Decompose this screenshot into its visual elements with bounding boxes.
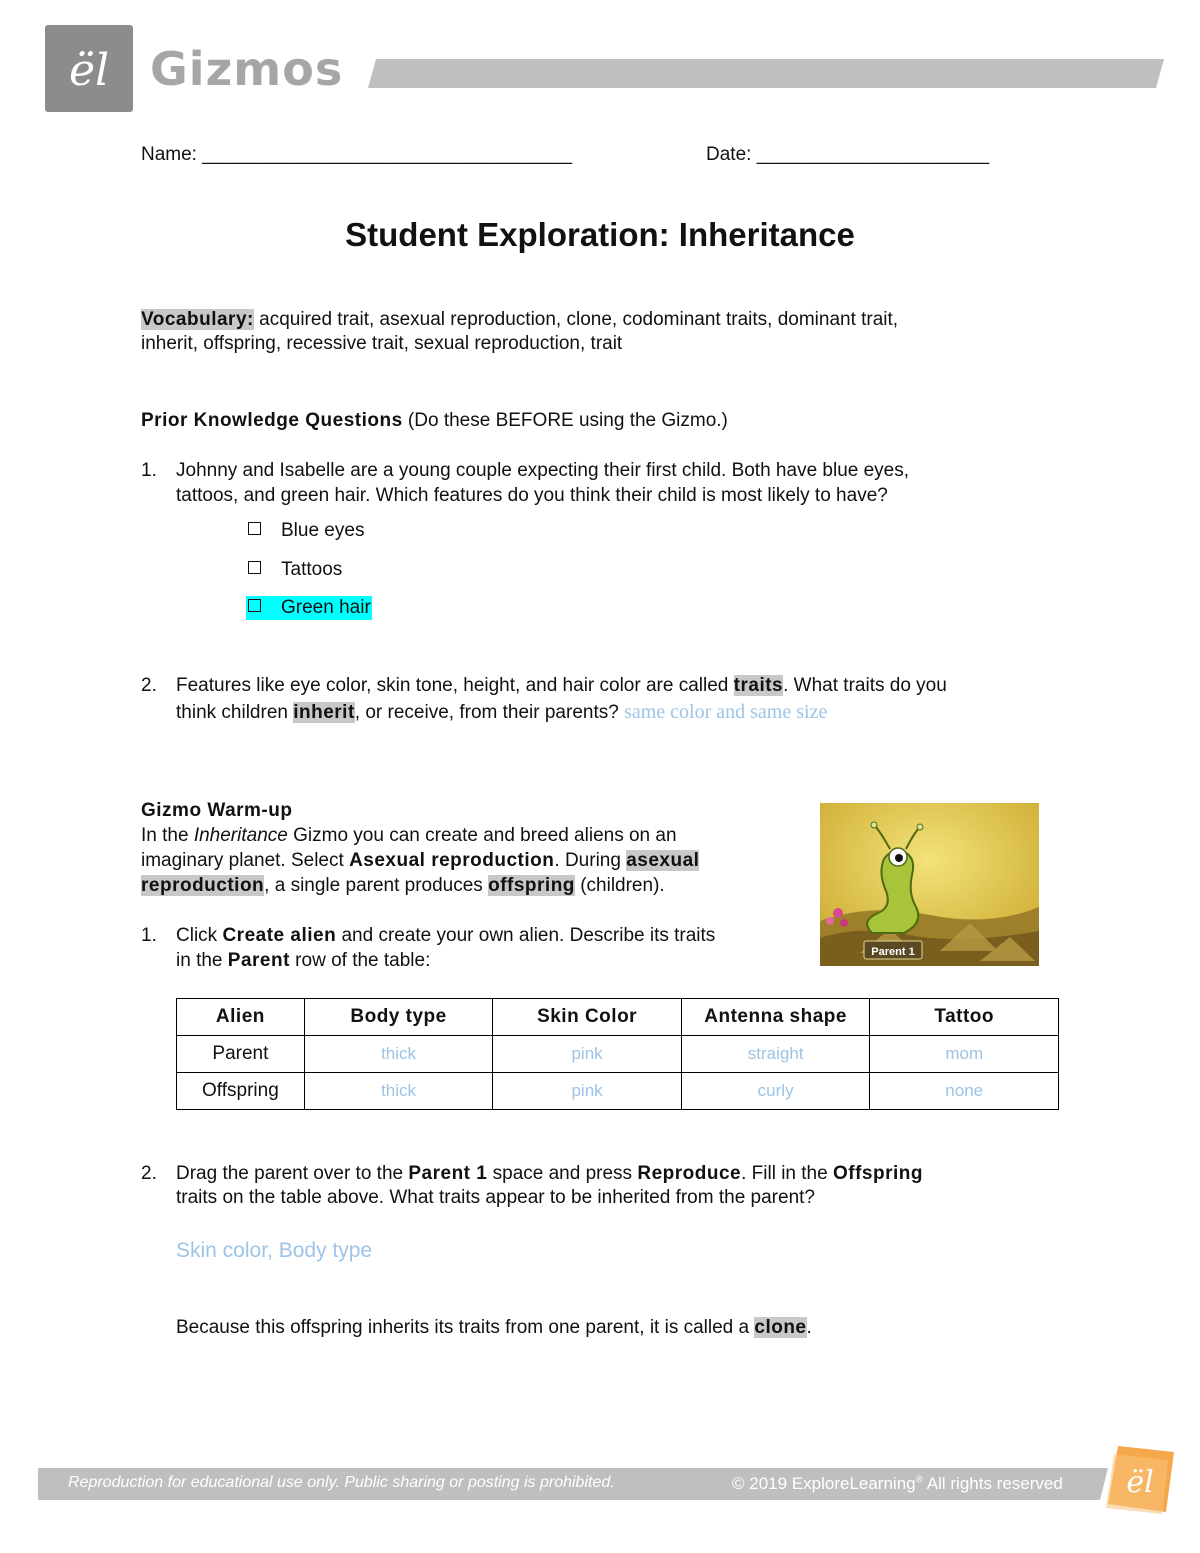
column-header-alien: Alien [177,999,305,1036]
table-cell[interactable]: pink [493,1036,682,1073]
question-text: space and press [487,1163,638,1184]
logo-text: ël [68,45,110,96]
paragraph-text: In the [141,825,194,846]
prior-q1-line-2: tattoos, and green hair. Which features do you think their child is most likely to have? [176,485,888,506]
vocabulary-line-1 [141,308,898,332]
option-blue-eyes[interactable] [248,519,364,543]
column-header-antenna-shape: Antenna shape [681,999,870,1036]
warmup-q2-answer[interactable]: Skin color, Body type [176,1239,373,1262]
parent-1-label: Parent 1 [871,946,915,958]
keyword-create-alien: Create alien [222,925,337,946]
prior-q1-line-1 [141,459,909,483]
paragraph-text: imaginary planet. Select [141,850,350,871]
option-label: Green hair [281,597,371,618]
option-green-hair[interactable] [246,596,372,620]
warmup-heading: Gizmo Warm-up [141,800,293,821]
sentence-text: Because this offspring inherits its traits from one parent, it is called a [176,1317,755,1338]
question-number: 2. [141,675,157,696]
sentence-text: . [806,1317,812,1338]
footer-copyright [732,1474,1063,1494]
keyword-parent: Parent [227,950,290,971]
answer-text[interactable]: same color and same size [624,701,828,723]
question-text: Drag the parent over to the [176,1163,409,1184]
question-number: 2. [141,1163,157,1184]
copyright-symbol: © [732,1474,750,1493]
question-text: row of the table: [289,950,431,971]
keyword-offspring-table: Offspring [832,1163,923,1184]
table-row [177,1073,1059,1110]
registered-mark: ® [915,1474,923,1486]
name-field: Name: ___________________________________ [141,144,573,165]
paragraph-text: . During [554,850,627,871]
question-text: and create your own alien. Describe its traits [336,925,716,946]
question-number: 1. [141,460,157,481]
table-cell[interactable]: thick [304,1073,493,1110]
column-header-tattoo: Tattoo [870,999,1059,1036]
question-number: 1. [141,925,157,946]
checkbox-icon[interactable] [248,522,261,535]
question-text: Johnny and Isabelle are a young couple expecting their first child. Both have blue eyes, [176,460,910,481]
row-label-parent: Parent [177,1036,305,1073]
warmup-paragraph-line-1 [141,824,677,848]
prior-q2-line-1 [141,674,947,698]
vocabulary-line-2: inherit, offspring, recessive trait, sexual reproduction, trait [141,333,623,354]
row-label-offspring: Offspring [177,1073,305,1110]
explorelearning-footer-logo-icon [1100,1440,1180,1520]
option-tattoos[interactable] [248,558,342,582]
warmup-paragraph-line-2 [141,849,699,873]
option-label: Blue eyes [281,520,365,541]
rights-text: All rights reserved [922,1474,1063,1493]
table-cell[interactable]: straight [681,1036,870,1073]
table-row [177,1036,1059,1073]
page-title: Student Exploration: Inheritance [345,216,855,253]
paragraph-text: Gizmo you can create and breed aliens on an [287,825,677,846]
question-text: Features like eye color, skin tone, height, and hair color are called [176,675,734,696]
table-cell[interactable]: none [870,1073,1059,1110]
question-text: Click [176,925,223,946]
gizmo-name: Inheritance [193,825,288,846]
keyword-reproduce: Reproduce [637,1163,742,1184]
table-cell[interactable]: pink [493,1073,682,1110]
warmup-q1-line-2 [176,949,430,973]
company-name: ExploreLearning [787,1474,916,1493]
keyword-asexual: asexual [626,850,700,871]
alien-gizmo-image [820,803,1039,966]
keyword-traits: traits [733,675,784,696]
keyword-parent-1: Parent 1 [408,1163,488,1184]
warmup-paragraph-line-3 [141,874,665,898]
prior-knowledge-heading [141,409,728,433]
warmup-q2-line-2: traits on the table above. What traits appear to be inherited from the parent? [176,1187,815,1208]
el-logo-icon [45,25,133,112]
keyword-asexual-reproduction: Asexual reproduction [349,850,555,871]
question-text: think children [176,702,294,723]
question-text: in the [176,950,228,971]
keyword-inherit: inherit [293,702,355,723]
question-text: . What traits do you [783,675,947,696]
table-cell[interactable]: curly [681,1073,870,1110]
checkbox-icon[interactable] [248,561,261,574]
vocabulary-terms: acquired trait, asexual reproduction, clone, codominant traits, dominant trait, [253,309,899,330]
table-header-row [177,999,1059,1036]
question-text: . Fill in the [741,1163,833,1184]
prior-heading-note: (Do these BEFORE using the Gizmo.) [402,410,728,431]
prior-heading-text: Prior Knowledge Questions [141,410,403,431]
gizmos-brand: Gizmos [150,42,344,96]
keyword-clone: clone [754,1317,807,1338]
question-text: , or receive, from their parents? [354,702,625,723]
explorelearning-logo [45,25,133,112]
paragraph-text: (children). [574,875,665,896]
clone-sentence [176,1316,812,1340]
copyright-year: 2019 [749,1474,788,1493]
option-label: Tattoos [281,559,343,580]
prior-q2-line-2 [176,700,827,725]
footer-logo-text: ël [1126,1465,1154,1500]
paragraph-text: , a single parent produces [264,875,489,896]
traits-table [176,998,1059,1110]
warmup-q1-line-1 [141,924,715,948]
table-cell[interactable]: mom [870,1036,1059,1073]
column-header-skin-color: Skin Color [493,999,682,1036]
date-field: Date: ______________________ [706,144,990,165]
warmup-q2-line-1 [141,1162,923,1186]
table-cell[interactable]: thick [304,1036,493,1073]
keyword-offspring: offspring [488,875,575,896]
column-header-body-type: Body type [304,999,493,1036]
header-bar [368,59,1164,88]
footer-disclaimer: Reproduction for educational use only. Public sharing or posting is prohibited. [68,1474,615,1491]
checkbox-icon[interactable] [248,599,261,612]
vocabulary-label: Vocabulary: [141,309,254,330]
keyword-reproduction: reproduction [141,875,265,896]
